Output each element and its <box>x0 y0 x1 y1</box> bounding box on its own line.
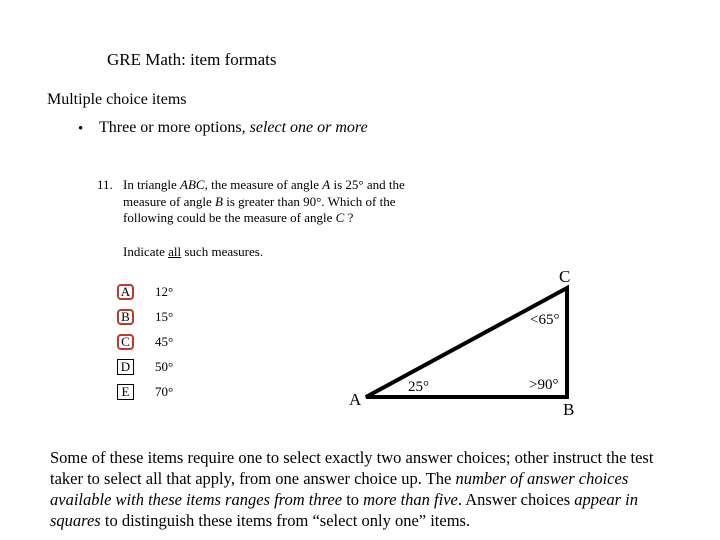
choice-a-checkbox[interactable]: A <box>117 284 134 300</box>
paragraph-italic: appear in squares <box>50 490 638 530</box>
question-text-var: C <box>335 210 345 225</box>
instruction-underlined: all <box>168 244 182 259</box>
choice-b-value: 15° <box>155 309 174 324</box>
question-number: 11. <box>97 177 113 192</box>
question-text-part: ? <box>344 210 354 225</box>
instruction-text: such measures. <box>181 244 264 259</box>
angle-b-label: >90° <box>529 377 559 393</box>
choice-a-value: 12° <box>155 284 174 299</box>
paragraph-text: Some of these items require one to select exactly two answer choices; other instruct the test taker to select all that apply, from one answer choice up. The <box>50 448 654 488</box>
question-text-part: is 25° and the measure of angle <box>123 177 405 209</box>
question-text-var: B <box>215 193 223 209</box>
vertex-a-label: A <box>349 390 362 409</box>
section-heading: Multiple choice items <box>47 91 187 108</box>
question-text-var: ABC <box>180 177 205 192</box>
slide-title: GRE Math: item formats <box>107 50 277 69</box>
choice-e-value: 70° <box>155 384 174 399</box>
bullet-dot: • <box>78 121 84 137</box>
paragraph-text: . Answer choices <box>457 490 575 509</box>
question-text-part: , the measure of angle <box>204 177 323 192</box>
paragraph-italic: more than five <box>363 490 458 509</box>
choice-c-value: 45° <box>155 334 174 349</box>
angle-a-label: 25° <box>408 379 429 395</box>
choice-c-checkbox[interactable]: C <box>117 334 134 350</box>
paragraph-text: to distinguish these items from “select only one” items. <box>100 511 471 530</box>
bullet-text-plain: Three or more options, <box>99 119 250 136</box>
paragraph-text: to <box>342 490 364 509</box>
choice-d-value: 50° <box>155 359 174 374</box>
choice-b-checkbox[interactable]: B <box>117 309 134 325</box>
vertex-b-label: B <box>563 400 575 419</box>
choice-d-checkbox[interactable]: D <box>117 359 134 375</box>
instruction-text: Indicate <box>123 244 169 259</box>
explanation-paragraph <box>50 447 690 531</box>
bullet-text-italic: select one or more <box>249 119 368 136</box>
question-text-var: A <box>322 177 331 192</box>
question-text-part: In triangle <box>123 177 181 192</box>
angle-c-label: <65° <box>530 312 560 328</box>
question-text-part: is greater than 90°. Which of the following could be the measure of angle <box>123 193 396 225</box>
choice-e-checkbox[interactable]: E <box>117 384 134 400</box>
paragraph-italic: number of answer choices available with these items ranges from three <box>50 469 629 509</box>
vertex-c-label: C <box>559 267 571 286</box>
